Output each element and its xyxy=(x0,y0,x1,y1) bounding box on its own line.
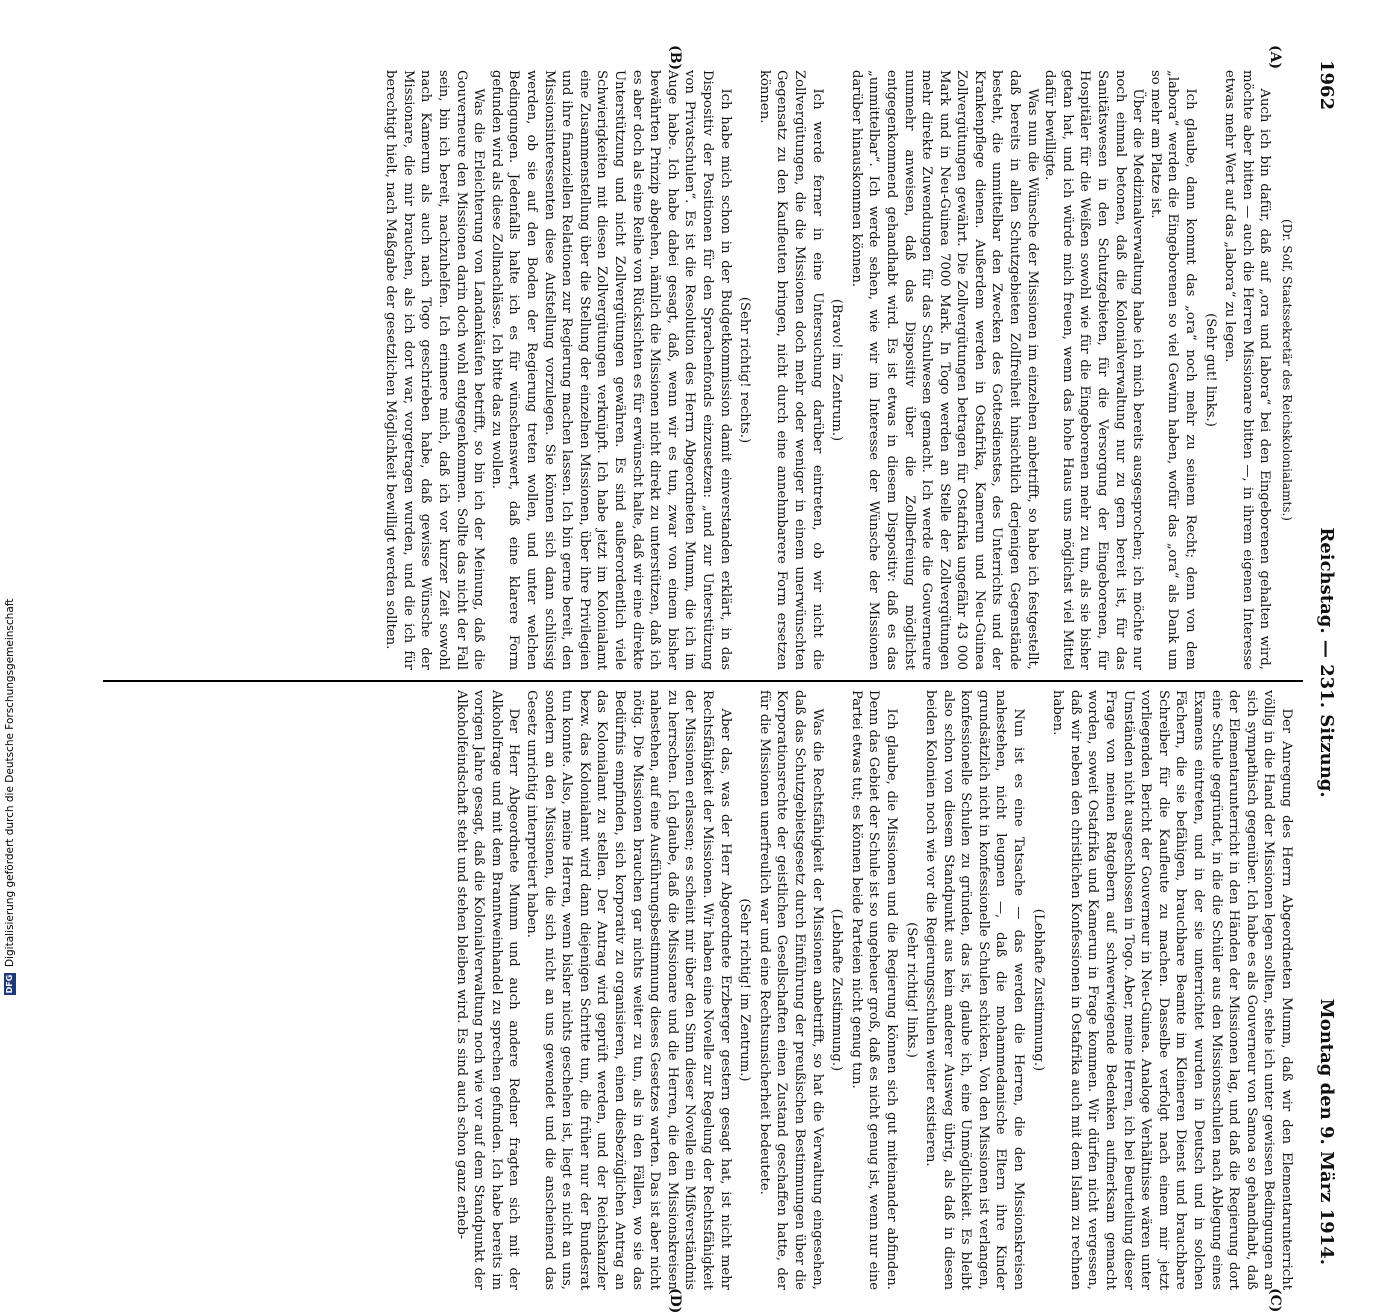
column-divider xyxy=(103,680,1303,682)
paragraph: Was die Rechtsfähigkeit der Missionen anbetrifft, so hat die Verwaltung eingesehen, daß das Schutzgebietsgesetz durch Einführung der preußischen Bestimmungen über die Korporationsrechte der geistlichen Gesellschaften einen Zustand geschaffen hatte, der für die Missionen unerfreulich war und eine Rechtsunsicherheit bedeutete. xyxy=(756,690,825,1290)
left-column xyxy=(115,70,1295,670)
funding-credit xyxy=(2,5,18,995)
page-title: Reichstag. — 231. Sitzung. xyxy=(1316,527,1337,798)
margin-marker-a: (A) xyxy=(1267,45,1283,70)
paragraph: Ich werde ferner in eine Untersuchung darüber eintreten, ob wir nicht die Zollvergütungen, die die Missionen doch mehr oder weniger in einem unerwünschten Gegensatz zu den Kaufleuten bringen, nicht durch eine annehmbarere Form ersetzen können. xyxy=(756,70,825,670)
paragraph: Nun ist es eine Tatsache — das werden die Herren, die den Missionskreisen nahestehen, nicht leugnen —, daß die mohammedanische Eltern ihre Kinder grundsätzlich nicht in konfessionelle Schulen schicken. Von den Missionen ist verlangen, konfessionelle Schulen zu gründen, das ist, glaube ich, eine Unmöglichkeit. Es bleibt also schon von diesem Standpunkt aus kein anderer Ausweg übrig, als daß in diesen beiden Kolonien noch wie vor die Regierungsschulen weiter existieren. xyxy=(923,690,1027,1290)
paragraph: Ich glaube, die Missionen und die Regierung können sich gut miteinander abfinden. Denn das Gebiet der Schule ist so ungeheuer groß, daß es nicht genug ist, wenn nur eine Partei etwas tut; es können beide Parteien nicht genug tun. xyxy=(848,690,899,1290)
right-column xyxy=(115,690,1295,1290)
paragraph: Auch ich bin dafür, daß auf „ora und labora“ bei den Eingeborenen gehalten wird, möchte aber bitten — auch die Herren Missionare bitten —, in ihrem eigenen Interesse etwas mehr Wert auf das „labora“ zu legen. xyxy=(1222,70,1273,670)
session-date: Montag den 9. März 1914. xyxy=(1316,998,1337,1265)
paragraph: Der Anregung des Herrn Abgeordneten Mumm, daß wir den Elementarunterricht völlig in die Hand der Missionen legen sollten, stehe ich unter gewissen Bedingungen an sich sympathisch gegenüber. Ich habe es als Gouverneur von Samoa so gehandhabt, daß der Elementarunterricht in den Händen der Missionen lag, und daß die Regierung dort eine Schule gegründet, in die die Schüler aus den Missionsschulen nach Ablegung eines Examens eintreten, und in der sie unterrichtet wurden in Deutsch und in solchen Fächern, die sie befähigen, brauchbare Beamte im Kleineren Dienst und brauchbare Schreiber für die Kaufleute zu machen. Dasselbe verfolgt nach einem mir jetzt vorliegenden Bericht der Gouverneur in Neu-Guinea. Analoge Verhältnisse wären unter Umständen nicht ausgeschlossen in Togo. Aber, meine Herren, ich bei Beurteilung dieser Frage von meinen Ratgebern auf schwerwiegende Bedenken aufmerksam gemacht worden, soweit Ostafrika und Kamerun in Frage kommen. Wir dürfen nicht vergessen, daß wir neben den christlichen Konfessionen in Ostafrika auch mit dem Islam zu rechnen haben. xyxy=(1050,690,1294,1290)
interjection: (Lebhafte Zustimmung.) xyxy=(829,908,845,1072)
paragraph: Der Herr Abgeordnete Mumm und auch andere Redner fragten sich mit der Alkoholfrage und mit dem Branntweinhandel zu sprechen gefunden. Ich habe bereits im vorigen Jahre gesagt, daß die Kolonialverwaltung noch wie vor auf dem Standpunkt der Alkoholfeindschaft steht und stehen bleiben wird. Es sind auch schon ganz erheb- xyxy=(453,690,522,1290)
interjection: (Sehr richtig! rechts.) xyxy=(737,296,753,444)
paragraph: Ich habe mich schon in der Budgetkommission damit einverstanden erklärt, in das Dispositiv der Positionen für den Sprachenfonds einzusetzen: „und zur Unterstützung von Privatschulen“. Es ist die Resolution des Herrn Abgeordneten Mumm, die ich im Auge habe. Ich habe dabei gesagt, daß, wenn wir es tun, zwar von einem bisher bewährten Prinzip abgehen, nämlich die Missionen nicht direkt zu unterstützen, daß ich es aber doch als eine Reihe von Rücksichten es für erwünscht halte, daß wir eine direkte Unterstützung und nicht Zollvergütungen gewähren. Es sind außerordentlich viele Schwierigkeiten mit diesen Zollvergütungen verknüpft. Ich habe jetzt im Kolonialamt eine Zusammenstellung über die Stellung der einzelnen Missionen, über ihre Privilegien und ihre finanziellen Relationen zur Regierung machen lassen. Ich bin gerne bereit, den Missionsinteressenten diese Aufstellung vorzulegen. Sie können sich dann schlüssig werden, ob sie auf den Boden der Regierung treten wollen, und unter welchen Bedingungen. Jedenfalls halte ich es für wünschenswert, daß eine klarere Form gefunden wird als diese Zollnachlässe. Ich bitte das zu wollen. xyxy=(488,70,733,670)
page-number: 1962 xyxy=(1316,60,1337,111)
interjection: (Sehr gut! links.) xyxy=(1202,313,1218,427)
page-header xyxy=(1311,60,1341,1265)
margin-marker-d: (D) xyxy=(667,1288,683,1313)
speaker-line: (Dr. Solf, Staatssekretär des Reichskolonialamts.) xyxy=(1280,219,1294,521)
interjection: (Sehr richtig! im Zentrum.) xyxy=(737,898,753,1082)
paragraph: Was die Erleichterung von Landankäufen betrifft, so bin ich der Meinung, daß die Gouverneure den Missionen darin doch wohl entgegenkommen. Sollte das nicht der Fall sein, bin ich bereit, nachzuhelfen. Ich erinnere mich, daß ich vor kurzer Zeit sowohl nach Kamerun als auch nach Togo geschrieben habe, daß gewisse Wünsche der Missionare, die mir brauchen, als ich dort war, vorgetragen wurden, und die ich für berechtigt hielt, nach Maßgabe der gesetzlichen Möglichkeit bewilligt werden sollten. xyxy=(383,70,487,670)
margin-marker-c: (C) xyxy=(1267,1288,1283,1313)
paragraph: Was nun die Wünsche der Missionen im einzelnen anbetrifft, so habe ich festgestellt, daß bereits in allen Schutzgebieten Zollfreiheit hinsichtlich derjenigen Gegenstände besteht, die unmittelbar den Zwecken des Gottesdienstes, des Unterrichts und der Krankenpflege dienen. Außerdem werden in Ostafrika, Kamerun und Neu-Guinea Zollvergütungen gewährt. Die Zollvergütungen betragen für Ostafrika ungefähr 43 000 Mark und in Neu-Guinea 7000 Mark. In Togo werden an Stelle der Zollvergütungen mehr direkte Zuwendungen für das Schulwesen gemacht. Ich werde die Gouverneure nunmehr anweisen, daß das Dispositiv über die Zollbefreiung möglichst entgegenkommend gehandhabt wird. Es ist etwas in diesem Dispositiv: daß es das „unmittelbar“. Ich werde sehen, wie wir im Interesse der Wünsche der Missionen darüber hinauskommen können. xyxy=(848,70,1040,670)
credit-text: Digitalisierung gefördert durch die Deutsche Forschungsgemeinschaft xyxy=(4,598,16,967)
paragraph: Über die Medizinalverwaltung habe ich mich bereits ausgesprochen; ich möchte nur noch einmal betonen, daß die Kolonialverwaltung nur zu gern bereit ist, für das Sanitätswesen in den Schutzgebieten, für die Versorgung der Eingeborenen, für Hospitäler für die Weißen sowohl wie für die Eingeborenen mehr zu tun, als sie bisher getan hat, und ich würde mich freuen, wenn das hohe Haus uns möglichst viel Mittel dafür bewilligte. xyxy=(1042,70,1146,670)
interjection: (Bravo! im Zentrum.) xyxy=(829,298,845,442)
dfg-logo: DFG xyxy=(5,974,14,994)
paragraph: Ich glaube, dann kommt das „ora“ noch mehr zu seinem Recht; denn von dem „labora“ werden die Eingeborenen so viel Gewinn haben, wofür das „ora“ als Dank um so mehr am Platze ist. xyxy=(1147,70,1199,670)
interjection: (Lebhafte Zustimmung.) xyxy=(1030,908,1046,1072)
margin-marker-b: (B) xyxy=(667,45,683,71)
paragraph: Aber das, was der Herr Abgeordnete Erzberger gestern gesagt hat, ist nicht mehr Rechtsfähigkeit der Missionen. Wir haben eine Novelle zur Regelung der Rechtsfähigkeit der Missionen erlassen; es scheint mir über den Sinn dieser Novelle ein Mißverständnis zu herrschen. Ich glaube, daß die Missionare und die Herren, die den Missionskreisen nahestehen, auf eine Ausführungsbestimmung dieses Gesetzes warten. Das ist aber nicht nötig. Die Missionen brauchen gar nichts weiter zu tun, als in den Fällen, wo sie das Bedürfnis empfinden, sich korporativ zu organisieren, einen diesbezüglichen Antrag an das Kolonialamt zu stellen. Der Antrag wird geprüft werden, und der Reichskanzler bezw. das Kolonialamt wird dann diejenigen Schritte tun, die früher nur der Bundesrat tun konnte. Also, meine Herren, wenn bisher nichts geschehen ist, liegt es nicht an uns, sondern an den Missionen, die sich nicht an uns gewendet und die anscheinend das Gesetz unrichtig interpretiert haben. xyxy=(524,690,733,1290)
interjection: (Sehr richtig! links.) xyxy=(903,922,919,1058)
